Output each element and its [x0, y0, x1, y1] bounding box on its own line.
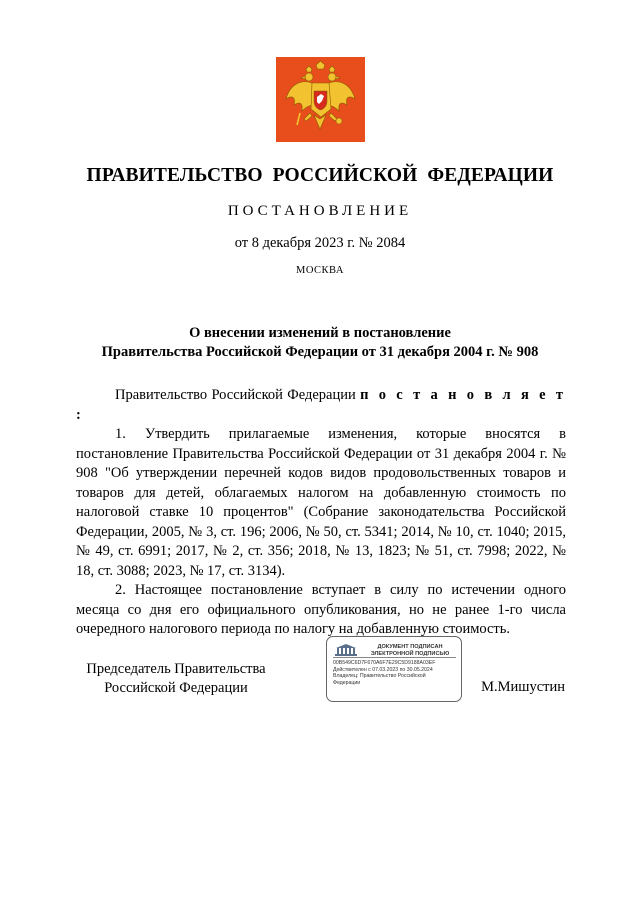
body-intro: [76, 386, 566, 425]
subject-line-1: О внесении изменений в постановление: [189, 325, 451, 341]
coat-of-arms-emblem: [276, 57, 365, 142]
stamp-title: [363, 644, 457, 658]
stamp-validity: Действителен с 07.03.2023 по 30.05.2024: [333, 666, 433, 673]
stamp-title-line-2: ЭЛЕКТРОННОЙ ПОДПИСЬЮ: [370, 651, 450, 657]
electronic-signature-stamp: [326, 636, 462, 702]
intro-decree-word: п о с т а н о в л я е т :: [76, 387, 566, 423]
stamp-title-line-1: ДОКУМЕНТ ПОДПИСАН: [377, 644, 443, 650]
stamp-owner-line-2: Федерации: [333, 679, 361, 686]
intro-text: Правительство Российской Федерации: [115, 387, 361, 403]
document-date-number: от 8 декабря 2023 г. № 2084: [234, 235, 406, 251]
document-type: ПОСТАНОВЛЕНИЕ: [227, 203, 413, 219]
government-title: ПРАВИТЕЛЬСТВО РОССИЙСКОЙ ФЕДЕРАЦИИ: [86, 165, 554, 186]
document-city: МОСКВА: [296, 265, 344, 276]
subject-line-2: Правительства Российской Федерации от 31 декабря 2004 г. № 908: [101, 344, 539, 360]
body-item-2: 2. Настоящее постановление вступает в силу по истечении одного месяца со дня его официального опубликования, но не ранее 1-го числа очередного налогового периода по налогу на добавленную стоимость.: [76, 582, 566, 637]
signer-position-line-1: Председатель Правительства: [86, 661, 266, 677]
stamp-details: [333, 660, 459, 686]
signer-name: М.Мишустин: [481, 679, 565, 695]
stamp-owner-line-1: Владелец: Правительство Российской: [333, 673, 426, 680]
stamp-divider: [333, 657, 456, 658]
stamp-certificate: 00B549C6D7F670A6F7E29C5D9188A03EF: [333, 660, 436, 666]
document-subject: [0, 324, 640, 362]
signer-position: [76, 660, 276, 698]
government-building-icon: [334, 643, 358, 661]
double-headed-eagle-icon: [276, 57, 365, 142]
document-body: [76, 386, 566, 640]
signer-position-line-2: Российской Федерации: [104, 680, 248, 696]
body-item-1: 1. Утвердить прилагаемые изменения, которые вносятся в постановление Правительства Российской Федерации от 31 декабря 2004 г. № 908 "Об утверждении перечней кодов видов продовольственных товаров и товаров для детей, облагаемых налогом на добавленную стоимость по налоговой ставке 10 процентов" (Собрание законодательства Российской Федерации, 2005, № 3, ст. 196; 2006, № 50, ст. 5341; 2014, № 10, ст. 1040; 2015, № 49, ст. 6991; 2017, № 2, ст. 356; 2018, № 13, 1823; № 51, ст. 7998; 2022, № 18, ст. 3088; 2023, № 17, ст. 3134).: [76, 426, 566, 579]
